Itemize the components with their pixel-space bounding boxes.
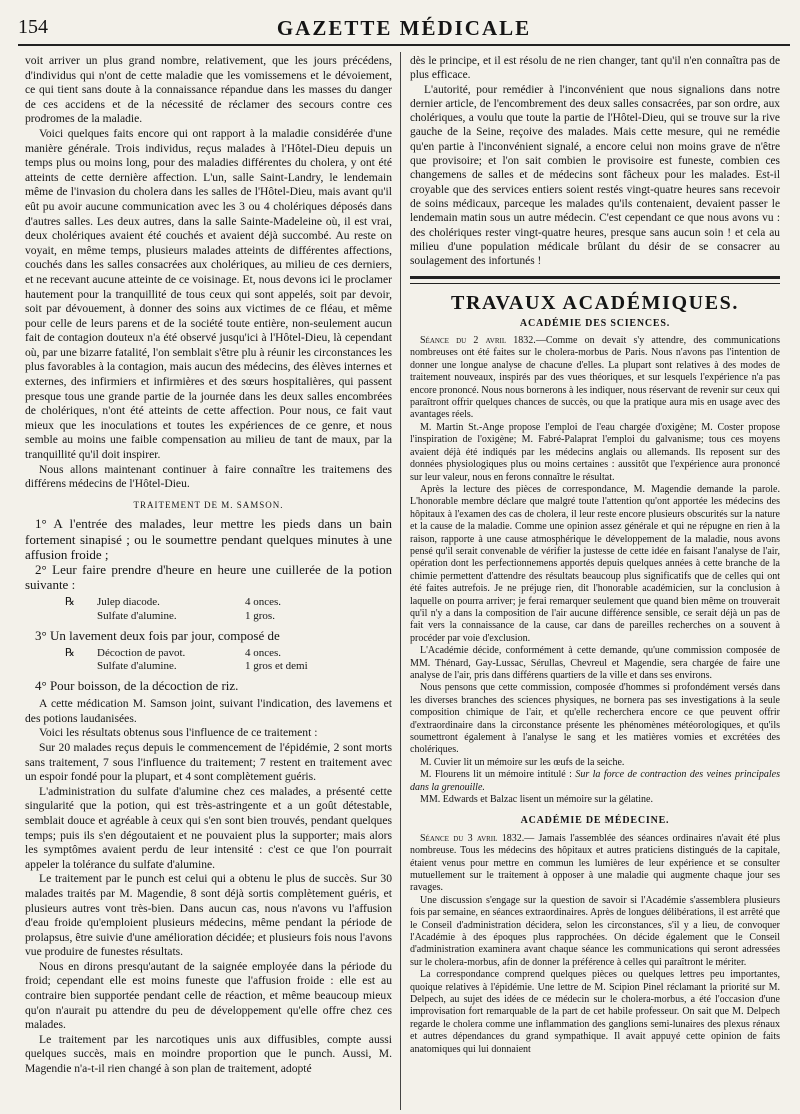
left-column — [25, 54, 392, 1106]
paragraph: dès le principe, et il est résolu de ne rien changer, tant qu'il n'en connaîtra pas de plus efficace. — [410, 55, 780, 82]
session-date: Séance du 2 avril 1832. — [420, 335, 536, 347]
academy-heading: ACADÉMIE DES SCIENCES. — [519, 317, 671, 329]
paragraph: Le traitement par le punch est celui qui a obtenu le plus de succès. Sur 30 malades traités par M. Magendie, 8 sont déjà sortis complètement guéris, et plusieurs autres vont très-bien. Dans aucun cas, nous n'avons vu l'affusion d'eau froide qu'emploient plusieurs médecins, même pendant la période de prolapsus, être suivie d'une amélioration décidée; et plusieurs fois nous l'avons vue produire de funestes résultats. — [25, 872, 392, 959]
treatment-step: 1° A l'entrée des malades, leur mettre les pieds dans un bain fortement sinapisé ; ou le soumettre pendant quelques minutes à une affusion froide ; — [25, 516, 392, 562]
page-number: 154 — [18, 16, 48, 38]
academy-sciences-report — [410, 335, 780, 806]
paragraph: Voici quelques faits encore qui ont rapport à la maladie considérée d'une manière générale. Trois individus, reçus malades à l'Hôtel-Dieu depuis un temps plus ou moins long, pour des maladies différentes du cholera, y ont été atteints de cette dernière affection. L'un, salle Saint-Landry, le lendemain même de l'invasion du cholera dans les salles de l'Hôtel-Dieu, mais avant qu'il eût pu avoir aucune communication avec les 3 ou 4 cholériques déposés dans d'autres salles. Les deux autres, dans la salle Sainte-Madeleine où, il est vrai, deux cholériques avaient été couchés et avaient déjà succombé. Au reste on voyait, en même temps, plusieurs malades atteints de différentes affections, couchés dans les salles consacrées aux cholériques, au milieu de ces derniers, et ne recevant aucune atteinte de ce voisinage. Et, nous devons ici le proclamer hautement pour la tranquillité de tous ceux qui sont appelés, soit par devoir, soit par dévouement, à donner des soins aux victimes de ce fléau, et même pour celle de leurs parens et de la société toute entière, non-seulement aucun fait de contagion douteux n'a été observé jusqu'ici à l'Hôtel-Dieu, là cependant où, par une bizarre fatalité, l'on semblait s'être plu à réunir les circonstances les plus favorables à la contagion, mais aucun des médecins, des élèves internes et externes, des infirmiers et infirmières et des sœurs hospitalières, qui passent presque tous une grande partie de la journée dans les deux salles encombrées de cholériques, n'ont été atteints de cette affection. Pour nous, ce fait vaut mieux que les inoculations et toutes les expériences de ce genre, et nous semble au moins une faible compensation au milieu de tant de maux, par la tranquillité qu'il doit inspirer. — [25, 126, 392, 462]
masthead-title: GAZETTE MÉDICALE — [276, 16, 532, 40]
section-heading: TRAITEMENT DE M. SAMSON. — [133, 499, 284, 510]
recipe-symbol: ℞ — [65, 596, 75, 609]
paragraph: voit arriver un plus grand nombre, relativement, que les jours précédens, d'individus qui n'ont de cette maladie que les vomissemens et le dévoiement, ce qui tient sans doute à la connaissance répandue dans les masses du danger de ces accidens et de la nécessité de réclamer des secours contre ces prodromes de la maladie. — [25, 54, 392, 126]
paragraph: Sur 20 malades reçus depuis le commencement de l'épidémie, 2 sont morts sans traitement, 7 sous l'influence du traitement; 7 restent en traitement avec un espoir fondé pour la plupart, et 4 sont complètement guéris. — [25, 740, 392, 784]
ingredient-name: Julep diacode. — [97, 596, 160, 609]
prescription-line — [65, 610, 392, 624]
treatment-step: 2° Leur faire prendre d'heure en heure une cuillerée de la potion suivante : — [25, 562, 392, 593]
paragraph: Une discussion s'engage sur la question de savoir si l'Académie s'assemblera plusieurs fois par semaine, en séances extraordinaires. Après de longues délibérations, il est arrêté que le Conseil d'administration décidera, selon les circonstances, s'il y a lieu, de convoquer l'Académie à des époques plus rapprochées. On décide également que le Conseil d'administration examinera avant chaque séance les communications qui seront adressées sur le cholera-morbus, afin de donner la préférence à celles qui paraîtront le mériter. — [410, 894, 780, 968]
paragraph: MM. Edwards et Balzac lisent un mémoire sur la gélatine. — [420, 794, 653, 806]
paragraph: Nous en dirons presqu'autant de la saignée employée dans la période du froid; cependant elle est moins funeste que l'affusion froide : elle est au contraire bien supportée pendant celle de réaction, et même beaucoup mieux qu'on n'aurait pu attendre du peu de développement qu'elle offre chez ces malades. — [25, 959, 392, 1032]
paragraph: Séance du 2 avril 1832.—Comme on devait s'y attendre, des communications nombreuses ont été faites sur le cholera-morbus de Paris. Nous n'avons pas l'intention de donner une longue analyse de chacune d'elles. La plupart sont relatives à des modes de traitement nouveaux, inspirés par des vues théoriques, et sur lesquels l'expérience n'a pas encore prononcé. Nous nous bornerons à les indiquer, nous réservant de revenir sur ceux qui paraîtront offrir quelques chances de succès, ou que la pratique aura mis en usage avec des avantages réels. — [410, 335, 780, 421]
ingredient-quantity: 4 onces. — [245, 596, 282, 609]
paragraph: Après la lecture des pièces de correspondance, M. Magendie demande la parole. L'honorable membre déclare que malgré toute l'attention qu'ont apportée les médecins des hôpitaux à l'examen des cas de cholera, il leur reste encore plusieurs obscurités sur la nature et la cause de la maladie. Comme une opinion assez générale et qui ne répugne en rien à la raison, rapporte à une cause atmosphérique le développement de la maladie, nous avons pensé qu'il serait convenable de vérifier la justesse de cette idée en faisant l'analyse de l'air, opération dont les perfectionnemens apportés depuis quelques années à cette branche de la chimie permettent d'attendre des résultats beaucoup plus significatifs que de celles qui ont été faites autrefois. Je ne préjuge rien, dit l'honorable académicien, sur la conclusion à laquelle on pourra arriver; je ferai remarquer seulement que quand bien même on trouverait qu'il n'y a dans la composition de l'air aucune différence sensible, ce serait déjà un pas de fait vers la connaissance de la cause, car dans de pareilles recherches on a souvent à procéder par voie d'exclusion. — [410, 483, 780, 644]
paragraph: Le traitement par les narcotiques unis aux diffusibles, compte aussi quelques succès, mais en moindre proportion que le punch. Aussi, M. Magendie n'a-t-il rien changé à son plan de traitement, adopté — [25, 1032, 392, 1076]
column-divider — [400, 52, 401, 1110]
ingredient-name: Décoction de pavot. — [97, 646, 186, 659]
session-date: Séance du 3 avril 1832. — [420, 832, 525, 844]
recipe-symbol: ℞ — [65, 646, 75, 659]
paragraph: Séance du 3 avril 1832.— Jamais l'assemblée des séances ordinaires n'avait été plus nombreuse. Tous les médecins des hôpitaux et autres praticiens distingués de la capitale, étaient venus pour mettre en commun les lumières de leur expérience et se consulter mutuellement sur le traitement à opposer à une maladie qui augmente chaque jour ses ravages. — [410, 832, 780, 894]
treatment-step: 3° Un lavement deux fois par jour, composé de — [35, 627, 280, 643]
ingredient-name: Sulfate d'alumine. — [97, 660, 177, 673]
paragraph: M. Cuvier lit un mémoire sur les œufs de la seiche. — [420, 756, 625, 768]
paragraph: Nous pensons que cette commission, composée d'hommes si profondément versés dans les diverses branches des sciences physiques, ne bornera pas ses investigations à la seule composition chimique de l'air, et qu'elle recherchera encore ce que peuvent offrir d'extraordinaire dans la circonstance présente les phénomènes météorologiques, et qu'ils soumettront également à l'analyse le sang et les matières vomies et excrétées des cholériques. — [410, 682, 780, 756]
paragraph: L'autorité, pour remédier à l'inconvénient que nous signalions dans notre dernier article, de l'encombrement des deux salles consacrées, par son ordre, aux cholériques, a voulu que toute la partie de l'Hôtel-Dieu, qui se trouve sur la rive gauche de la Seine, reçoive des malades. Mais cette mesure, qui ne remédie qu'en partie à l'inconvénient signalé, a encore celui non moins grave de n'être que provisoire; et l'on sait combien le provisoire est funeste, combien ces changemens de salles et de médecins sont fâcheux pour les malades. Est-il croyable que des services entiers soient restés vingt-quatre heures sans recevoir de soins médicaux, parceque les malades qu'ils contenaient, devaient passer le lendemain matin sous un autre médecin. C'est cependant ce que nous avons vu : des cholériques rester vingt-quatre heures, presque sans aucun soin ! et cela au milieu d'une population médicale brûlant du désir de se consacrer au soulagement des infortunés ! — [410, 83, 780, 268]
paragraph: M. Martin St.-Ange propose l'emploi de l'eau chargée d'oxigène; M. Coster propose l'inspiration de l'oxigène; M. Fabré-Palaprat l'emploi du galvanisme; tous ces moyens avaient déjà été indiqués par les médecins anglais ou allemands. Ils reposent sur des données physiologiques plus ou moins certaines : aussitôt que l'expérience aura prononcé sur leur valeur, nous en ferons connaître le résultat. — [410, 421, 780, 483]
page-header — [18, 4, 790, 44]
header-rule — [18, 44, 790, 46]
ingredient-quantity: 1 gros et demi — [245, 660, 308, 673]
paragraph: L'Académie décide, conformément à cette demande, qu'une commission composée de MM. Thénard, Gay-Lussac, Sérullas, Chevreul et Magendie, sera chargée de faire une analyse de l'air, pris dans différens quartiers de la ville et dans ses environs. — [410, 645, 780, 682]
section-title: TRAVAUX ACADÉMIQUES. — [451, 292, 739, 315]
ingredient-name: Sulfate d'alumine. — [97, 610, 177, 623]
paragraph: La correspondance comprend quelques pièces ou quelques lettres peu importantes, quoique relatives à l'épidémie. Une lettre de M. Scipion Pinel réclamant la priorité sur M. Delpech, au sujet des idées de ce médecin sur le cholera-morbus, a été l'occasion d'une improvisation fort remarquable de la part de cet habile professeur. On sait que M. Delpech regarde le cholera comme une inflammation des ganglions semi-lunaires des plexus rénaux et autres dépendances du grand sympathique. Il avait appuyé cette opinion de faits anatomiques qui lui donnaient — [410, 969, 780, 1055]
ingredient-quantity: 1 gros. — [245, 610, 275, 623]
prescription-line — [65, 647, 392, 661]
paragraph: L'administration du sulfate d'alumine chez ces malades, a présenté cette singularité que la potion, qui est très-astringente et a un goût détestable, semblait douce et agréable à ceux qui s'en sont bien trouvés, pendant quelques temps; puis ils s'en dégoutaient et ne pouvaient plus la supporter; mais alors les symptômes avaient perdu de leur intensité : c'est ce que l'on pourrait appeler la tolérance du sulfate d'alumine. — [25, 784, 392, 871]
section-rule — [410, 276, 780, 279]
ingredient-quantity: 4 onces. — [245, 646, 282, 659]
academy-medicine-report — [410, 833, 780, 1056]
prescription-line — [65, 596, 392, 610]
paragraph: Nous allons maintenant continuer à faire connaître les traitemens des différens médecins de l'Hôtel-Dieu. — [25, 462, 392, 491]
paragraph: A cette médication M. Samson joint, suivant l'indication, des lavemens et des potions laudanisées. — [25, 697, 392, 725]
section-rule — [410, 283, 780, 284]
paragraph: M. Flourens lit un mémoire intitulé : Sur la force de contraction des veines principales dans la grenouille. — [410, 769, 780, 793]
academy-heading: ACADÉMIE DE MÉDECINE. — [520, 815, 670, 827]
paragraph: Voici les résultats obtenus sous l'influence de ce traitement : — [39, 726, 318, 740]
memoir-title: Sur la force de contraction des veines principales dans la grenouille. — [410, 769, 780, 793]
right-column — [410, 54, 780, 1106]
prescription-line — [65, 660, 392, 674]
treatment-step: 4° Pour boisson, de la décoction de riz. — [35, 678, 239, 693]
